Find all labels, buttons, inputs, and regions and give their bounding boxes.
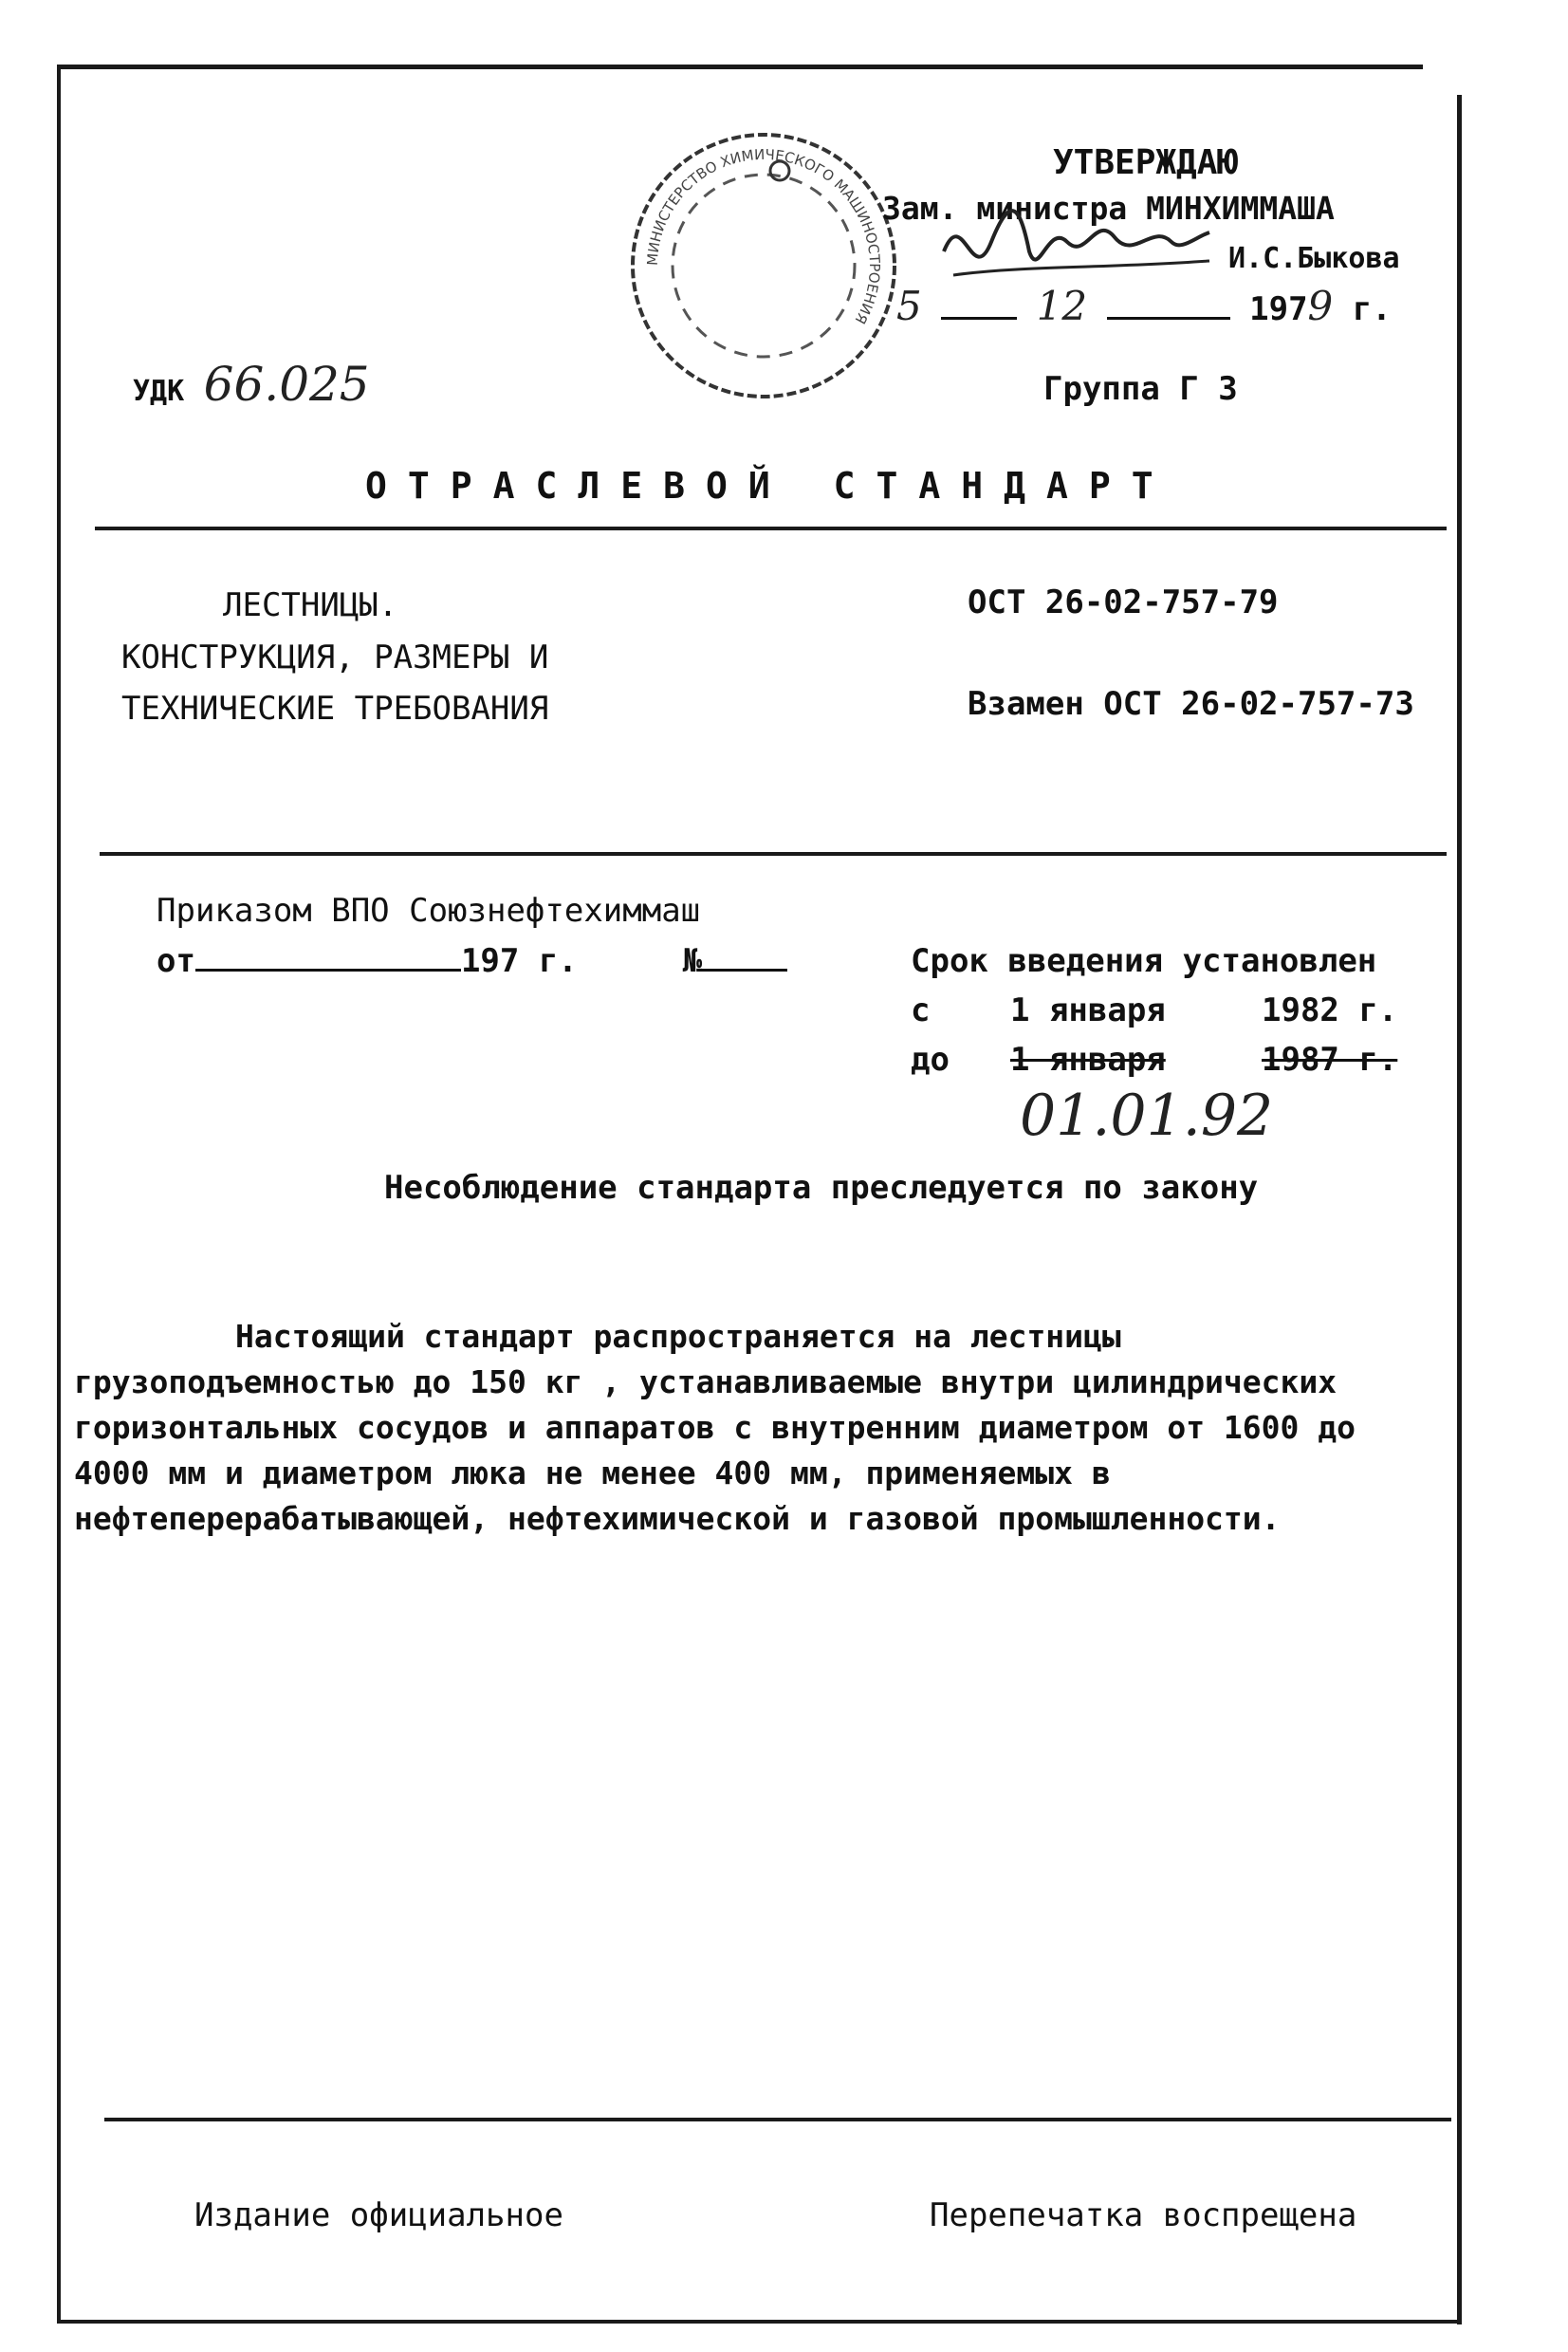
frame-top-border — [57, 65, 1423, 69]
order-line: Приказом ВПО Союзнефтехиммаш — [157, 892, 701, 930]
approval-month-blank — [1107, 317, 1230, 320]
term-from-prefix: с — [911, 991, 931, 1029]
footer-rule — [104, 2118, 1451, 2121]
approval-year-suffix: г. — [1352, 290, 1392, 328]
official-seal — [626, 123, 901, 408]
order-from-label: от — [157, 942, 195, 980]
term-label: Срок введения установлен — [911, 942, 1377, 980]
term-handwritten-date: 01.01.92 — [1020, 1083, 1274, 1149]
udk — [133, 356, 370, 413]
approval-date-line — [896, 283, 1392, 330]
udk-value: 66.025 — [203, 357, 370, 412]
order-date-line — [157, 942, 787, 981]
subject-line-3: ТЕХНИЧЕСКИЕ ТРЕБОВАНИЯ — [121, 690, 549, 728]
term-to-date: 1 января — [1010, 1041, 1166, 1079]
scope-text: Настоящий стандарт распространяется на лестницы грузоподъемностью до 150 кг , устанавливаемые внутри цилиндрических горизонтальных сосудов и аппаратов с внутренним диаметром от 1600 до 4000 мм и диаметром люка не менее 400 мм, применяемых в нефтеперерабатывающей, нефтехимической и газовой промышленности. — [74, 1318, 1356, 1537]
approval-day: 5 — [896, 283, 922, 329]
order-date-blank — [195, 969, 461, 972]
footer-reprint-prohibited: Перепечатка воспрещена — [930, 2196, 1357, 2234]
group-label: Группа Г 3 — [1043, 370, 1238, 408]
footer-official-edition: Издание официальное — [194, 2196, 563, 2234]
replaces-code: Взамен ОСТ 26-02-757-73 — [968, 685, 1414, 723]
approval-position: Зам. министра МИНХИММАША — [882, 190, 1335, 227]
document-title: ОТРАСЛЕВОЙ СТАНДАРТ — [365, 465, 1174, 507]
title-rule — [95, 527, 1447, 530]
legal-warning: Несоблюдение стандарта преследуется по закону — [384, 1169, 1259, 1207]
approval-year-prefix: 197 — [1249, 290, 1308, 328]
term-from-year: 1982 г. — [1262, 991, 1398, 1029]
approval-signatory: И.С.Быкова — [1228, 242, 1400, 275]
approval-day-blank — [941, 317, 1017, 320]
approval-month: 12 — [1036, 283, 1088, 329]
scope-paragraph — [74, 1314, 1449, 1542]
approval-label: УТВЕРЖДАЮ — [1053, 143, 1239, 182]
standard-code: ОСТ 26-02-757-79 — [968, 583, 1279, 621]
approval-year-hand: 9 — [1307, 283, 1334, 329]
term-from-date: 1 января — [1010, 991, 1166, 1029]
term-to-year: 1987 г. — [1262, 1041, 1398, 1079]
signature — [934, 185, 1219, 299]
subject-rule — [100, 852, 1447, 856]
frame-left-border — [57, 65, 61, 2323]
subject-line-2: КОНСТРУКЦИЯ, РАЗМЕРЫ И — [121, 639, 549, 676]
subject-line-1: ЛЕСТНИЦЫ. — [223, 586, 398, 624]
order-number-label: № — [682, 942, 703, 980]
frame-bottom-border — [57, 2320, 1461, 2324]
order-number-blank — [702, 969, 787, 972]
udk-label: УДК — [133, 375, 185, 408]
frame-right-border — [1457, 95, 1462, 2324]
term-to-prefix: до — [911, 1041, 950, 1079]
order-year-label: 197 г. — [460, 942, 578, 980]
seal-text: МИНИСТЕРСТВО ХИМИЧЕСКОГО МАШИНОСТРОЕНИЯ — [643, 145, 884, 327]
